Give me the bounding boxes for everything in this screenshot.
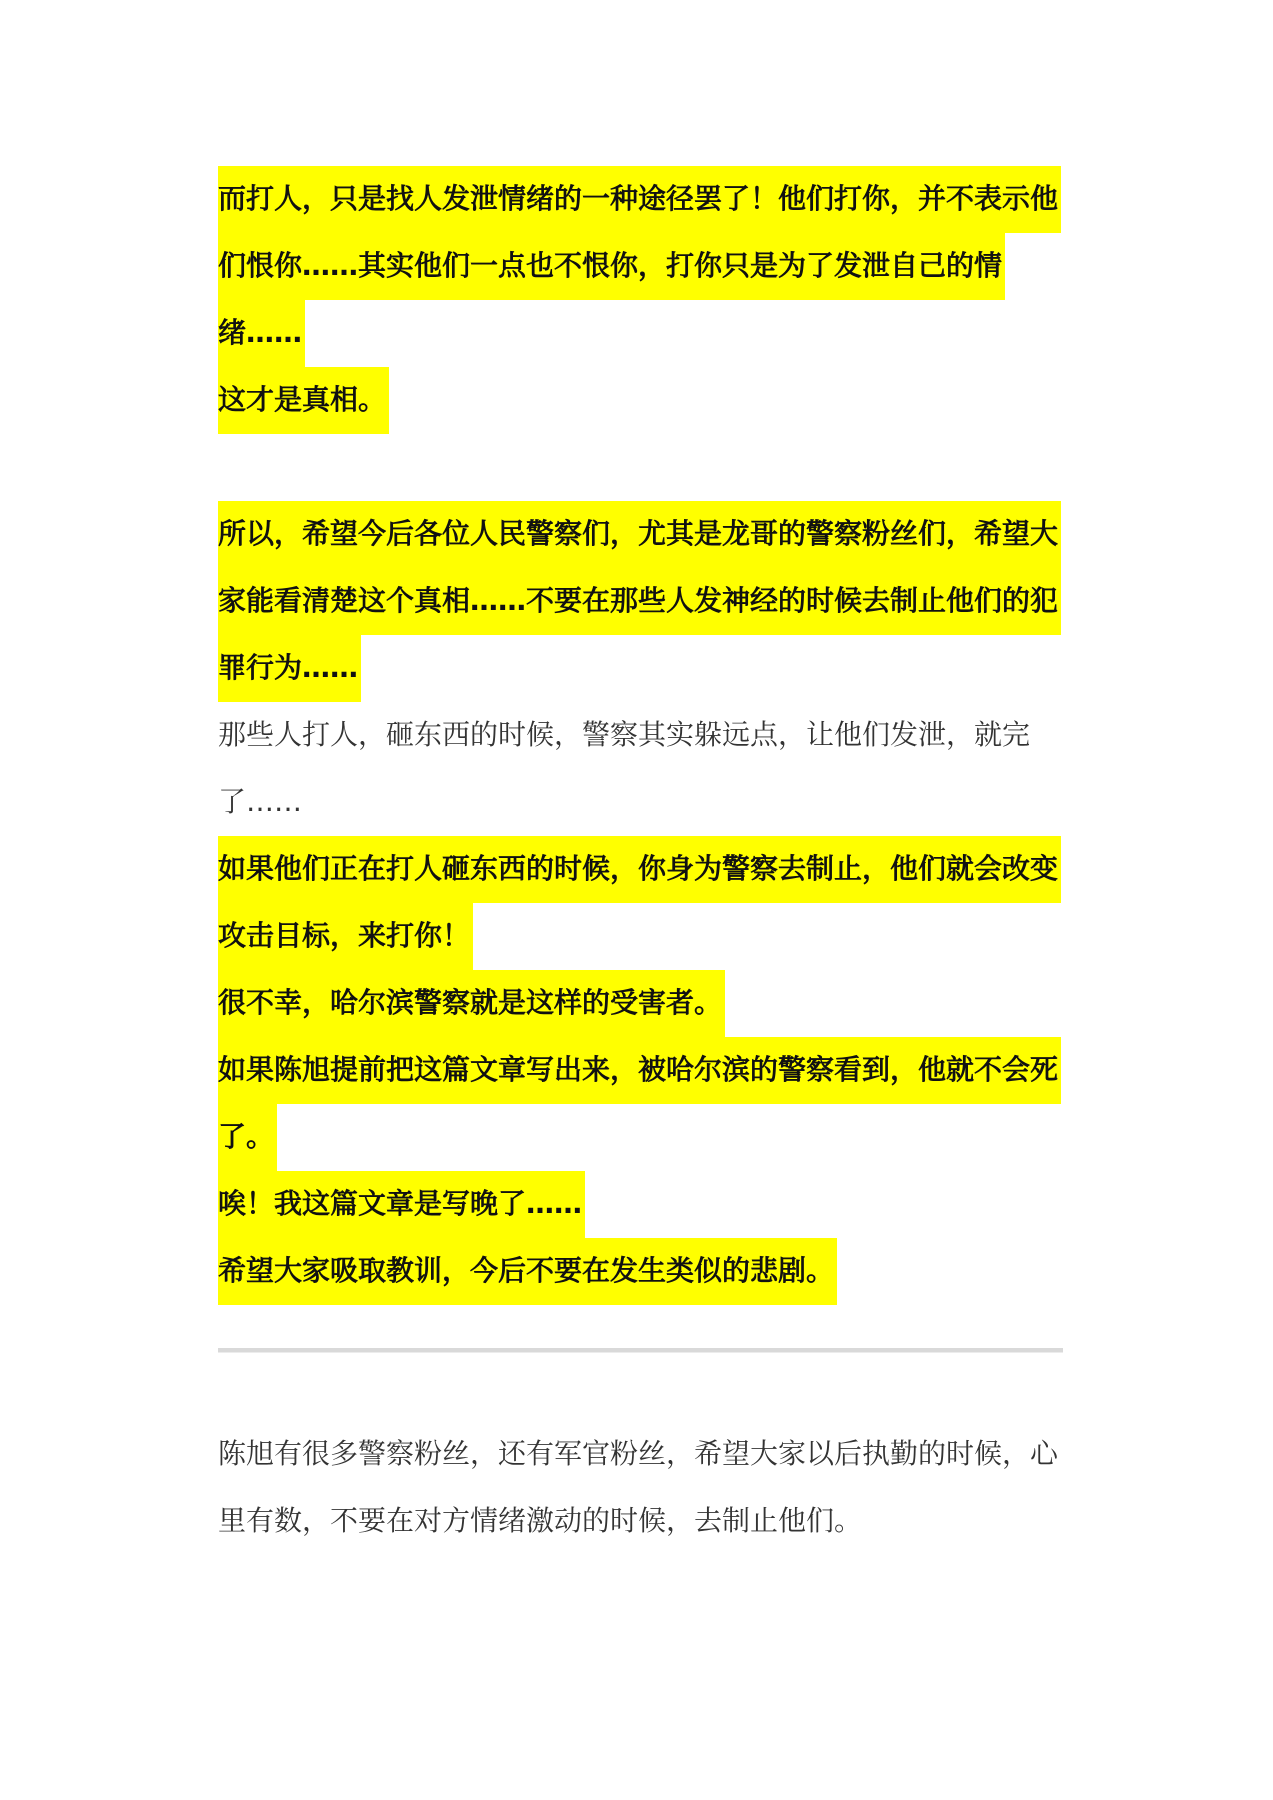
highlighted-text: 很不幸，哈尔滨警察就是这样的受害者。	[218, 970, 725, 1037]
highlighted-text: 唉！我这篇文章是写晚了……	[218, 1171, 585, 1238]
paragraph-spacer	[218, 433, 1063, 500]
section-divider	[218, 1348, 1063, 1353]
highlighted-text: 而打人，只是找人发泄情绪的一种途径罢了！他们打你，并不表示他们恨你……其实他们一点也不恨你，打你只是为了发泄自己的情绪……	[218, 166, 1061, 367]
paragraph-9	[218, 1237, 1063, 1304]
highlighted-text: 所以，希望今后各位人民警察们，尤其是龙哥的警察粉丝们，希望大家能看清楚这个真相……不要在那些人发神经的时候去制止他们的犯罪行为……	[218, 501, 1061, 702]
paragraph-5	[218, 835, 1063, 969]
article-body	[218, 165, 1063, 1554]
paragraph-6	[218, 969, 1063, 1036]
highlighted-text: 如果陈旭提前把这篇文章写出来，被哈尔滨的警察看到，他就不会死了。	[218, 1037, 1061, 1171]
paragraph-7	[218, 1036, 1063, 1170]
paragraph-4: 那些人打人，砸东西的时候，警察其实躲远点，让他们发泄，就完了……	[218, 718, 1031, 818]
highlighted-text: 这才是真相。	[218, 367, 389, 434]
highlighted-text: 如果他们正在打人砸东西的时候，你身为警察去制止，他们就会改变攻击目标，来打你！	[218, 836, 1061, 970]
paragraph-8	[218, 1170, 1063, 1237]
paragraph-1	[218, 165, 1063, 366]
paragraph-2	[218, 366, 1063, 433]
closing-paragraph: 陈旭有很多警察粉丝，还有军官粉丝，希望大家以后执勤的时候，心里有数，不要在对方情绪激动的时候，去制止他们。	[218, 1437, 1059, 1537]
paragraph-3	[218, 500, 1063, 701]
highlighted-text: 希望大家吸取教训，今后不要在发生类似的悲剧。	[218, 1238, 837, 1305]
